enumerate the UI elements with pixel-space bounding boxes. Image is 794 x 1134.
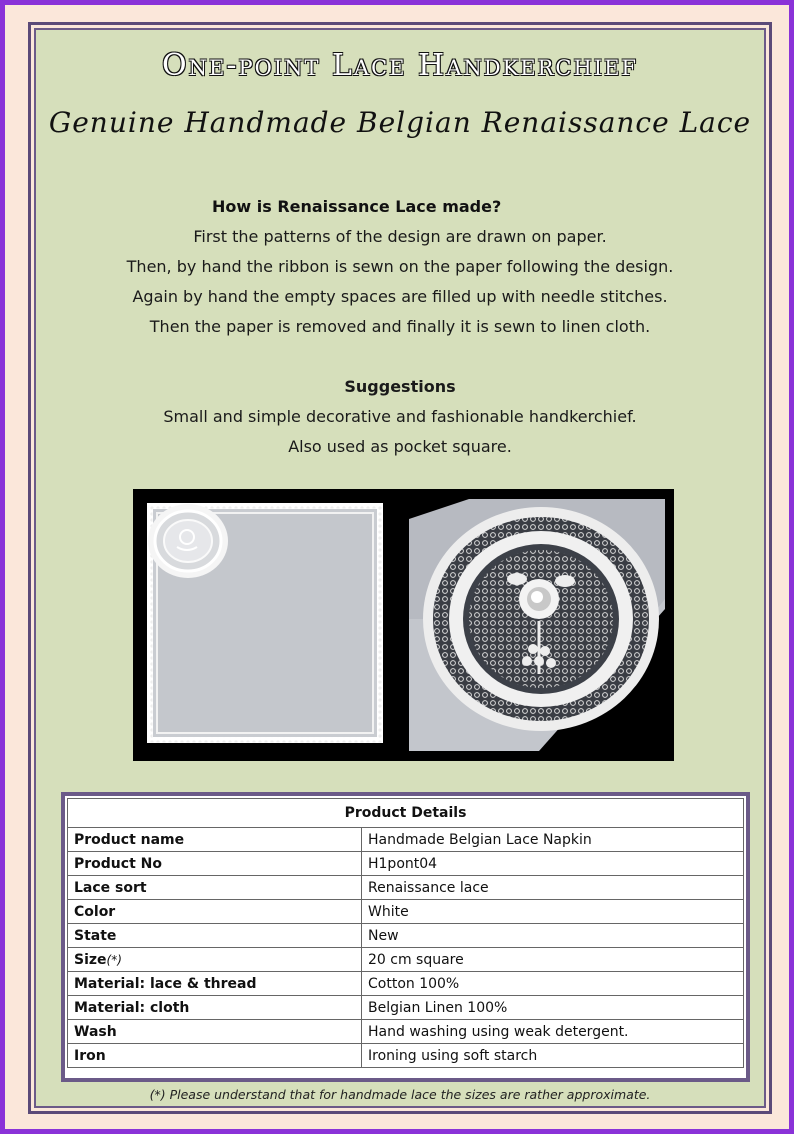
detail-value: Ironing using soft starch	[362, 1044, 744, 1068]
detail-value: Belgian Linen 100%	[362, 996, 744, 1020]
detail-key: Color	[68, 900, 362, 924]
suggestion-line: Small and simple decorative and fashionable handkerchief.	[163, 407, 637, 426]
page-title: One-point Lace Handkerchief	[162, 48, 638, 83]
detail-key: Material: lace & thread	[68, 972, 362, 996]
detail-key: Size	[74, 951, 107, 968]
detail-value: 20 cm square	[362, 948, 744, 972]
table-row	[68, 924, 744, 948]
table-row	[68, 972, 744, 996]
suggestion-line: Also used as pocket square.	[288, 437, 512, 456]
detail-value: Cotton 100%	[362, 972, 744, 996]
how-made-line: Then, by hand the ribbon is sewn on the paper following the design.	[126, 257, 674, 276]
detail-key-size	[68, 948, 362, 972]
size-note-marker: (*)	[106, 952, 122, 967]
detail-key: Iron	[68, 1044, 362, 1068]
detail-key: Lace sort	[68, 876, 362, 900]
detail-key: State	[68, 924, 362, 948]
product-photos	[133, 489, 674, 761]
suggestions-heading: Suggestions	[344, 377, 456, 396]
page-subtitle: Genuine Handmade Belgian Renaissance Lace	[48, 106, 752, 139]
detail-value: Hand washing using weak detergent.	[362, 1020, 744, 1044]
detail-key: Product No	[68, 852, 362, 876]
detail-key: Material: cloth	[68, 996, 362, 1020]
table-row	[68, 996, 744, 1020]
size-footnote: (*) Please understand that for handmade lace the sizes are rather approximate.	[149, 1087, 651, 1102]
table-row	[68, 1020, 744, 1044]
how-made-line: Then the paper is removed and finally it is sewn to linen cloth.	[149, 317, 651, 336]
content-panel	[34, 28, 766, 1108]
table-row	[68, 852, 744, 876]
detail-value: Handmade Belgian Lace Napkin	[362, 828, 744, 852]
detail-value: New	[362, 924, 744, 948]
table-row	[68, 876, 744, 900]
table-row	[68, 1044, 744, 1068]
table-row	[68, 948, 744, 972]
detail-value: White	[362, 900, 744, 924]
handkerchief-photo	[143, 499, 388, 749]
how-made-line: First the patterns of the design are drawn on paper.	[193, 227, 607, 246]
how-made-line: Again by hand the empty spaces are filled up with needle stitches.	[132, 287, 668, 306]
detail-key: Wash	[68, 1020, 362, 1044]
table-row	[68, 900, 744, 924]
outer-frame	[28, 22, 772, 1114]
table-caption: Product Details	[68, 799, 744, 828]
detail-value: H1pont04	[362, 852, 744, 876]
lace-closeup-photo	[409, 499, 665, 751]
how-made-heading: How is Renaissance Lace made?	[212, 197, 502, 216]
table-row	[68, 828, 744, 852]
detail-value: Renaissance lace	[362, 876, 744, 900]
product-details-table	[61, 792, 750, 1082]
detail-key: Product name	[68, 828, 362, 852]
